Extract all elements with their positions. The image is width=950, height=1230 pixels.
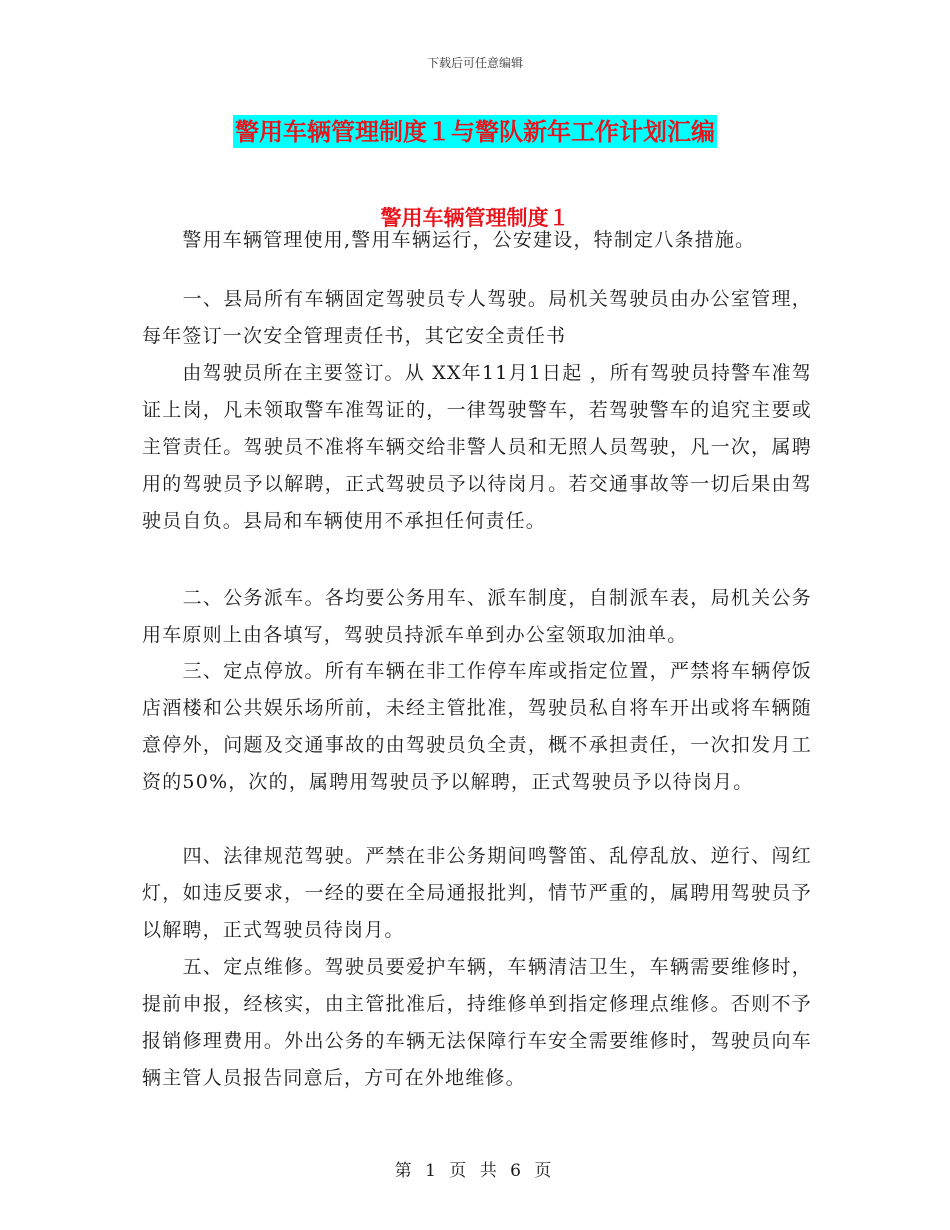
paragraph-2: 二、公务派车。各均要公务用车、派车制度，自制派车表，局机关公务用车原则上由各填写，驾驶员持派车单到办公室领取加油单。 [142, 587, 812, 646]
paragraph-1-cont: 由驾驶员所在主要签订。从 XX年11月1日起 ，所有驾驶员持警车准驾证上岗，凡未领取警车准驾证的，一律驾驶警车，若驾驶警车的追究主要或主管责任。驾驶员不准将车辆交给非警人员和无照人员驾驶，凡一次，属聘用的驾驶员予以解聘，正式驾驶员予以待岗月。若交通事故等一切后果由驾驶员自负。县局和车辆使用不承担任何责任。 [142, 362, 812, 532]
paragraph-4: 四、法律规范驾驶。严禁在非公务期间鸣警笛、乱停乱放、逆行、闯红灯，如违反要求，一经的要在全局通报批判，情节严重的，属聘用驾驶员予以解聘，正式驾驶员待岗月。 [142, 845, 812, 941]
paragraph-5: 五、定点维修。驾驶员要爱护车辆，车辆清洁卫生，车辆需要维修时，提前申报，经核实，由主管批准后，持维修单到指定修理点维修。否则不予报销修理费用。外出公务的车辆无法保障行车安全需要维修时，驾驶员向车辆主管人员报告同意后，方可在外地维修。 [142, 956, 812, 1089]
paragraph-1: 一、县局所有车辆固定驾驶员专人驾驶。局机关驾驶员由办公室管理，每年签订一次安全管理责任书，其它安全责任书 [142, 288, 812, 347]
document-title [0, 112, 950, 147]
header-note: 下载后可任意编辑 [426, 56, 523, 70]
document-title-text: 警用车辆管理制度１与警队新年工作计划汇编 [235, 117, 715, 146]
page-number: 第 1 页 共 6 页 [394, 1161, 556, 1181]
paragraph-intro: 警用车辆管理使用,警用车辆运行，公安建设，特制定八条措施。 [142, 229, 756, 251]
section-title: 警用车辆管理制度１ [380, 205, 570, 230]
paragraph-3: 三、定点停放。所有车辆在非工作停车库或指定位置，严禁将车辆停饭店酒楼和公共娱乐场所前，未经主管批准，驾驶员私自将车开出或将车辆随意停外，问题及交通事故的由驾驶员负全责，概不承担责任，一次扣发月工资的50%，次的，属聘用驾驶员予以解聘，正式驾驶员予以待岗月。 [142, 660, 812, 793]
